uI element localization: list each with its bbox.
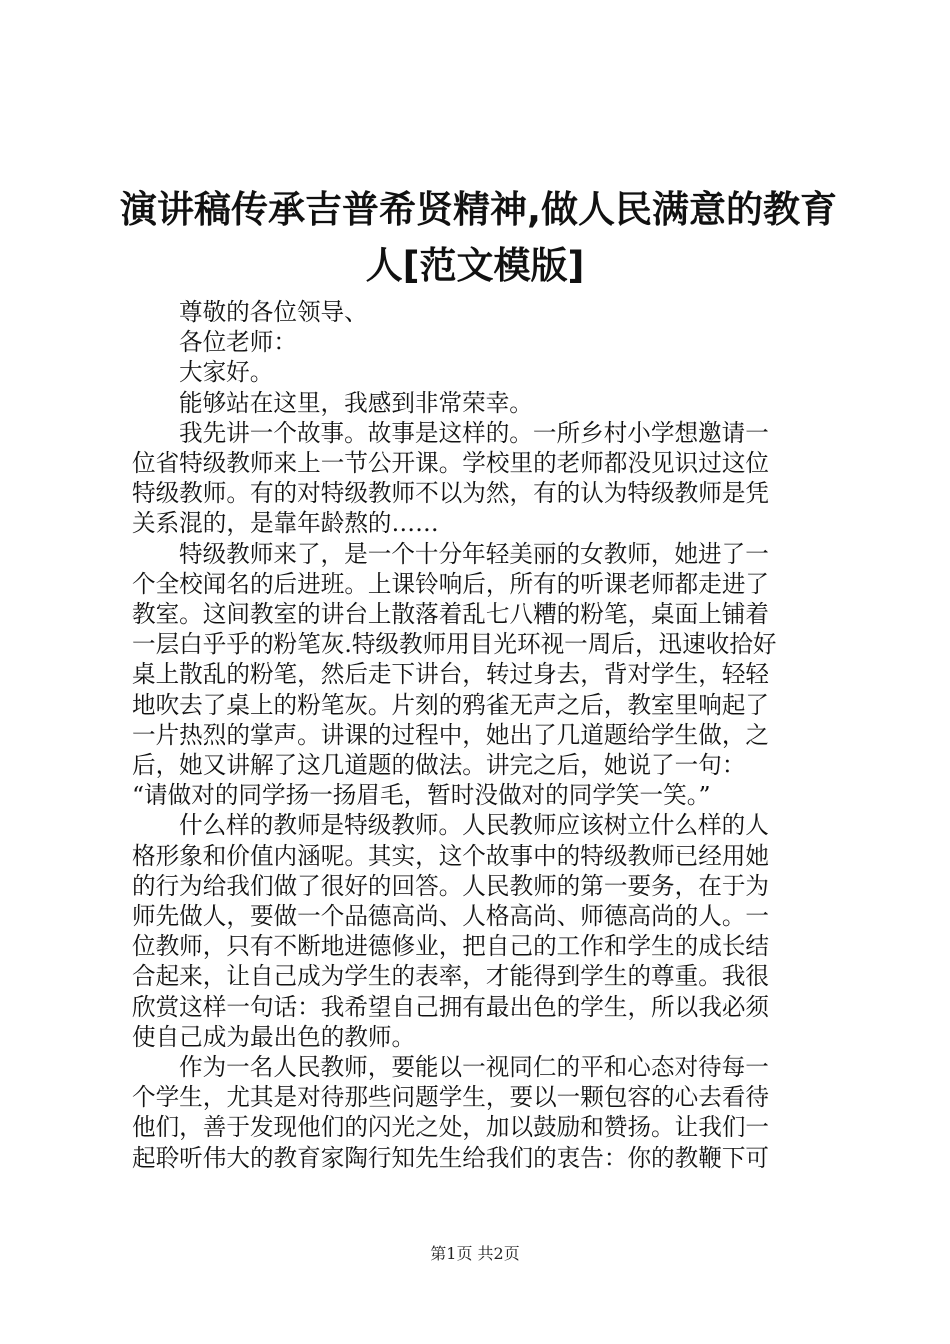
paragraph-line: 桌上散乱的粉笔，然后走下讲台，转过身去，背对学生，轻轻	[132, 660, 770, 689]
paragraph-line: 个全校闻名的后进班。上课铃响后，所有的听课老师都走进了	[132, 569, 770, 598]
paragraph-line: 后，她又讲解了这几道题的做法。讲完之后，她说了一句：	[132, 751, 746, 780]
document-body	[132, 297, 832, 1173]
paragraph-line: 使自己成为最出色的教师。	[132, 1022, 416, 1051]
paragraph-line: 特级教师来了，是一个十分年轻美丽的女教师，她进了一	[179, 539, 769, 568]
paragraph-line: 地吹去了桌上的粉笔灰。片刻的鸦雀无声之后，教室里响起了	[132, 690, 770, 719]
paragraph-line: 他们，善于发现他们的闪光之处，加以鼓励和赞扬。让我们一	[132, 1113, 770, 1142]
paragraph	[132, 1052, 832, 1173]
title-line: 演讲稿传承吉普希贤精神,做人民满意的教育	[120, 188, 838, 231]
paragraph-line: 大家好。	[179, 358, 274, 387]
paragraph-line: “请做对的同学扬一扬眉毛，暂时没做对的同学笑一笑。”	[132, 781, 711, 810]
title-line: 人[范文模版]	[365, 244, 585, 287]
paragraph-line: 我先讲一个故事。故事是这样的。一所乡村小学想邀请一	[179, 418, 769, 447]
document-title	[120, 182, 838, 294]
paragraph-line: 的行为给我们做了很好的回答。人民教师的第一要务，在于为	[132, 871, 770, 900]
paragraph-line: 起聆听伟大的教育家陶行知先生给我们的衷告：你的教鞭下可	[132, 1143, 770, 1172]
paragraph-line: 什么样的教师是特级教师。人民教师应该树立什么样的人	[179, 811, 769, 840]
paragraph-line: 一层白乎乎的粉笔灰.特级教师用目光环视一周后，迅速收拾好	[132, 630, 777, 659]
paragraph-line: 教室。这间教室的讲台上散落着乱七八糟的粉笔，桌面上铺着	[132, 600, 770, 629]
paragraph	[132, 357, 832, 387]
paragraph-line: 尊敬的各位领导、	[179, 298, 368, 326]
paragraph	[132, 539, 832, 811]
paragraph-line: 各位老师：	[179, 328, 297, 357]
paragraph-line: 关系混的，是靠年龄熬的……	[132, 509, 439, 538]
paragraph-line: 能够站在这里，我感到非常荣幸。	[179, 388, 533, 417]
paragraph-line: 作为一名人民教师，要能以一视同仁的平和心态对待每一	[179, 1053, 769, 1082]
paragraph	[132, 810, 832, 1052]
paragraph-line: 合起来，让自己成为学生的表率，才能得到学生的尊重。我很	[132, 962, 770, 991]
paragraph-line: 位省特级教师来上一节公开课。学校里的老师都没见识过这位	[132, 449, 770, 478]
paragraph-line: 特级教师。有的对特级教师不以为然，有的认为特级教师是凭	[132, 479, 770, 508]
paragraph-line: 位教师，只有不断地进德修业，把自己的工作和学生的成长结	[132, 932, 770, 961]
paragraph-line: 个学生，尤其是对待那些问题学生，要以一颗包容的心去看待	[132, 1083, 770, 1112]
page-footer: 第1页 共2页	[430, 1244, 520, 1263]
paragraph-line: 一片热烈的掌声。讲课的过程中，她出了几道题给学生做，之	[132, 720, 770, 749]
paragraph	[132, 418, 832, 539]
paragraph-line: 欣赏这样一句话：我希望自己拥有最出色的学生，所以我必须	[132, 992, 770, 1021]
paragraph	[132, 327, 832, 357]
paragraph-line: 师先做人，要做一个品德高尚、人格高尚、师德高尚的人。一	[132, 902, 770, 931]
paragraph-line: 格形象和价值内涵呢。其实，这个故事中的特级教师已经用她	[132, 841, 770, 870]
paragraph	[132, 297, 832, 327]
paragraph	[132, 388, 832, 418]
